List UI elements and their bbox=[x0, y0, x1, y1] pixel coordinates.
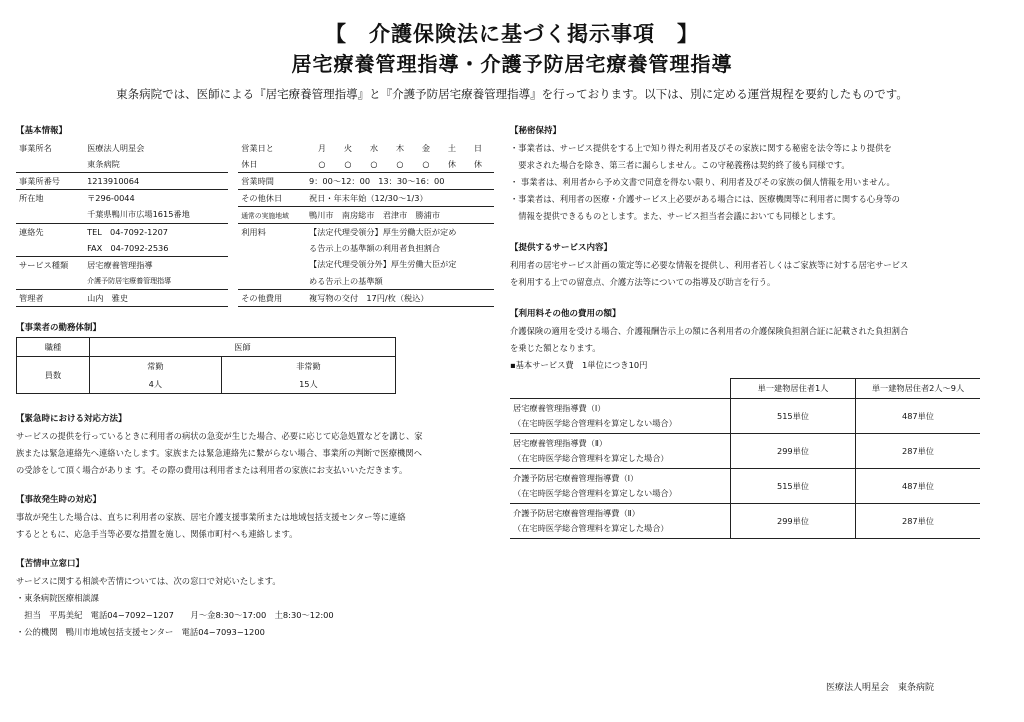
complaint-line-2: ・東条病院医療相談課 bbox=[16, 593, 99, 603]
page-title: 【 介護保険法に基づく掲示事項 】 bbox=[325, 22, 699, 46]
fee-col-1: 単一建物居住者1人 bbox=[731, 379, 856, 399]
fee-col-2: 単一建物居住者2人〜9人 bbox=[856, 379, 981, 399]
basic-info-title: 【基本情報】 bbox=[16, 126, 68, 136]
basic-info-table bbox=[16, 140, 494, 307]
service-label: サービス種類 bbox=[19, 259, 69, 270]
address-line-1: 〒296-0044 bbox=[87, 192, 135, 203]
holiday-label: 休日 bbox=[238, 156, 306, 173]
right-column bbox=[510, 124, 1008, 539]
fee-row: 居宅療養管理指導費（Ⅱ） （在宅時医学総合管理料を算定した場合） 299単位 287単位 bbox=[510, 434, 980, 469]
tel-value: TEL 04-7092-1207 bbox=[87, 226, 169, 237]
fax-value: FAX 04-7092-2536 bbox=[84, 240, 228, 257]
services-line-2: を利用する上での留意点、介護方法等についての指導及び助言を行う。 bbox=[510, 277, 776, 287]
secrecy-line-2: 要求された場合を除き、第三者に漏らしません。この守秘義務は契約終了後も同様です。 bbox=[510, 160, 850, 170]
secrecy-line-5: 情報を提供できるものとします。また、サービス担当者会議においても同様とします。 bbox=[510, 211, 841, 221]
number-value: 1213910064 bbox=[84, 173, 228, 190]
area-value: 鴨川市 南房総市 君津市 勝浦市 bbox=[306, 207, 494, 224]
footer-org: 医療法人明星会 東条病院 bbox=[826, 683, 935, 693]
fees-line-1: 介護保険の適用を受ける場合、介護報酬告示上の額に各利用者の介護保険負担割合証に記載された負担割合 bbox=[510, 326, 909, 336]
fees-title: 【利用料その他の費用の額】 bbox=[510, 309, 621, 319]
fees-line-2: を乗じた額となります。 bbox=[510, 343, 601, 353]
parttime-label: 非常勤 bbox=[221, 357, 395, 376]
hours-label: 営業時間 bbox=[238, 173, 306, 190]
fulltime-label: 常勤 bbox=[90, 357, 222, 376]
name-value-1: 医療法人明星会 bbox=[87, 142, 145, 153]
secrecy-line-4: ・事業者は、利用者の医療・介護サービス上必要がある場合には、医療機関等に利用者に関する心身等の bbox=[510, 194, 900, 204]
service-line-1: 居宅療養管理指導 bbox=[87, 259, 153, 270]
staff-table bbox=[16, 337, 396, 394]
secrecy-line-1: ・事業者は、サービス提供をする上で知り得た利用者及びその家族に関する秘密を法令等により提供を bbox=[510, 143, 892, 153]
fee-row: 介護予防居宅療養管理指導費（Ⅱ） （在宅時医学総合管理料を算定した場合） 299単位 287単位 bbox=[510, 504, 980, 539]
count-label: 員数 bbox=[17, 357, 90, 394]
complaint-line-4: ・公的機関 鴨川市地域包括支援センター 電話04−7093−1200 bbox=[16, 627, 265, 637]
service-line-2: 介護予防居宅療養管理指導 bbox=[84, 273, 228, 290]
type-label: 職種 bbox=[17, 338, 90, 357]
fee-line-3: 【法定代理受領分外】厚生労働大臣が定 bbox=[309, 259, 457, 270]
other-cost-value: 複写物の交付 17円/枚（税込） bbox=[306, 290, 494, 307]
accident-title: 【事故発生時の対応】 bbox=[16, 495, 102, 505]
weekday-row: 月 火 水 木 金 土 日 bbox=[317, 142, 483, 153]
address-label: 所在地 bbox=[19, 192, 44, 203]
address-line-2: 千葉県鴨川市広場1615番地 bbox=[84, 207, 228, 224]
complaint-line-1: サービスに関する相談や苦情については、次の窓口で対応いたします。 bbox=[16, 576, 281, 586]
other-holiday-value: 祝日・年末年始（12/30～1/3） bbox=[306, 190, 494, 207]
secrecy-title: 【秘密保持】 bbox=[510, 126, 562, 136]
fee-line-4: める告示上の基準額 bbox=[306, 273, 494, 290]
base-fee-label: ▪基本サービス費 1単位につき10円 bbox=[510, 360, 648, 370]
name-label: 事業所名 bbox=[19, 142, 52, 153]
accident-line-2: するとともに、応急手当等必要な措置を施し、関係市町村へも連絡します。 bbox=[16, 529, 298, 539]
emergency-line-1: サービスの提供を行っているときに利用者の病状の急変が生じた場合、必要に応じて応急処置などを講じ、家 bbox=[16, 431, 423, 441]
emergency-line-3: の受診をして頂く場合がありま す。その際の費用は利用者または利用者の家族にお支払いいただきます。 bbox=[16, 465, 408, 475]
doctor-label: 医師 bbox=[90, 338, 396, 357]
fee-row: 居宅療養管理指導費（Ⅰ） （在宅時医学総合管理料を算定しない場合） 515単位 487単位 bbox=[510, 399, 980, 434]
fee-row: 介護予防居宅療養管理指導費（Ⅰ） （在宅時医学総合管理料を算定しない場合） 515単位 487単位 bbox=[510, 469, 980, 504]
page-subtitle: 居宅療養管理指導・介護予防居宅療養管理指導 bbox=[291, 52, 733, 76]
fee-line-2: る告示上の基準額の利用者負担割合 bbox=[309, 242, 441, 253]
number-label: 事業所番号 bbox=[16, 173, 84, 190]
area-label: 通常の実施地域 bbox=[238, 207, 306, 224]
fee-label: 利用料 bbox=[241, 226, 266, 237]
services-title: 【提供するサービス内容】 bbox=[510, 243, 613, 253]
fulltime-count: 4人 bbox=[90, 375, 222, 394]
intro-text: 東条病院では、医師による『居宅療養管理指導』と『介護予防居宅療養管理指導』を行っております。以下は、別に定める運営規程を要約したものです。 bbox=[116, 87, 908, 101]
other-holiday-label: その他休日 bbox=[238, 190, 306, 207]
manager-value: 山内 雅史 bbox=[84, 290, 228, 307]
fee-table bbox=[510, 378, 980, 539]
complaint-line-3: 担当 平馬美紀 電話04−7092−1207 月〜金8:30〜17:00 土8:30〜12:00 bbox=[16, 610, 334, 620]
secrecy-line-3: ・ 事業者は、利用者から予め文書で同意を得ない限り、利用者及びその家族の個人情報を用いません。 bbox=[510, 177, 895, 187]
days-label: 営業日と bbox=[241, 142, 274, 153]
accident-line-1: 事故が発生した場合は、直ちに利用者の家族、居宅介護支援事業所または地域包括支援センター等に連絡 bbox=[16, 512, 406, 522]
staff-title: 【事業者の勤務体制】 bbox=[16, 323, 102, 333]
emergency-line-2: 族または緊急連絡先へ連絡いたします。家族または緊急連絡先に繋がらない場合、事業所の判断で医療機関へ bbox=[16, 448, 422, 458]
contact-label: 連絡先 bbox=[19, 226, 44, 237]
emergency-title: 【緊急時における対応方法】 bbox=[16, 414, 127, 424]
hours-value: 9：00～12：00 13：30～16：00 bbox=[306, 173, 494, 190]
services-line-1: 利用者の居宅サービス計画の策定等に必要な情報を提供し、利用者若しくはご家族等に対する居宅サービス bbox=[510, 260, 909, 270]
manager-label: 管理者 bbox=[16, 290, 84, 307]
complaint-title: 【苦情申立窓口】 bbox=[16, 559, 85, 569]
fee-line-1: 【法定代理受領分】厚生労働大臣が定め bbox=[309, 226, 457, 237]
name-value-2: 東条病院 bbox=[84, 156, 228, 173]
open-marks-row: ○ ○ ○ ○ ○ 休 休 bbox=[306, 156, 494, 173]
left-column bbox=[16, 124, 494, 641]
parttime-count: 15人 bbox=[221, 375, 395, 394]
other-cost-label: その他費用 bbox=[238, 290, 306, 307]
